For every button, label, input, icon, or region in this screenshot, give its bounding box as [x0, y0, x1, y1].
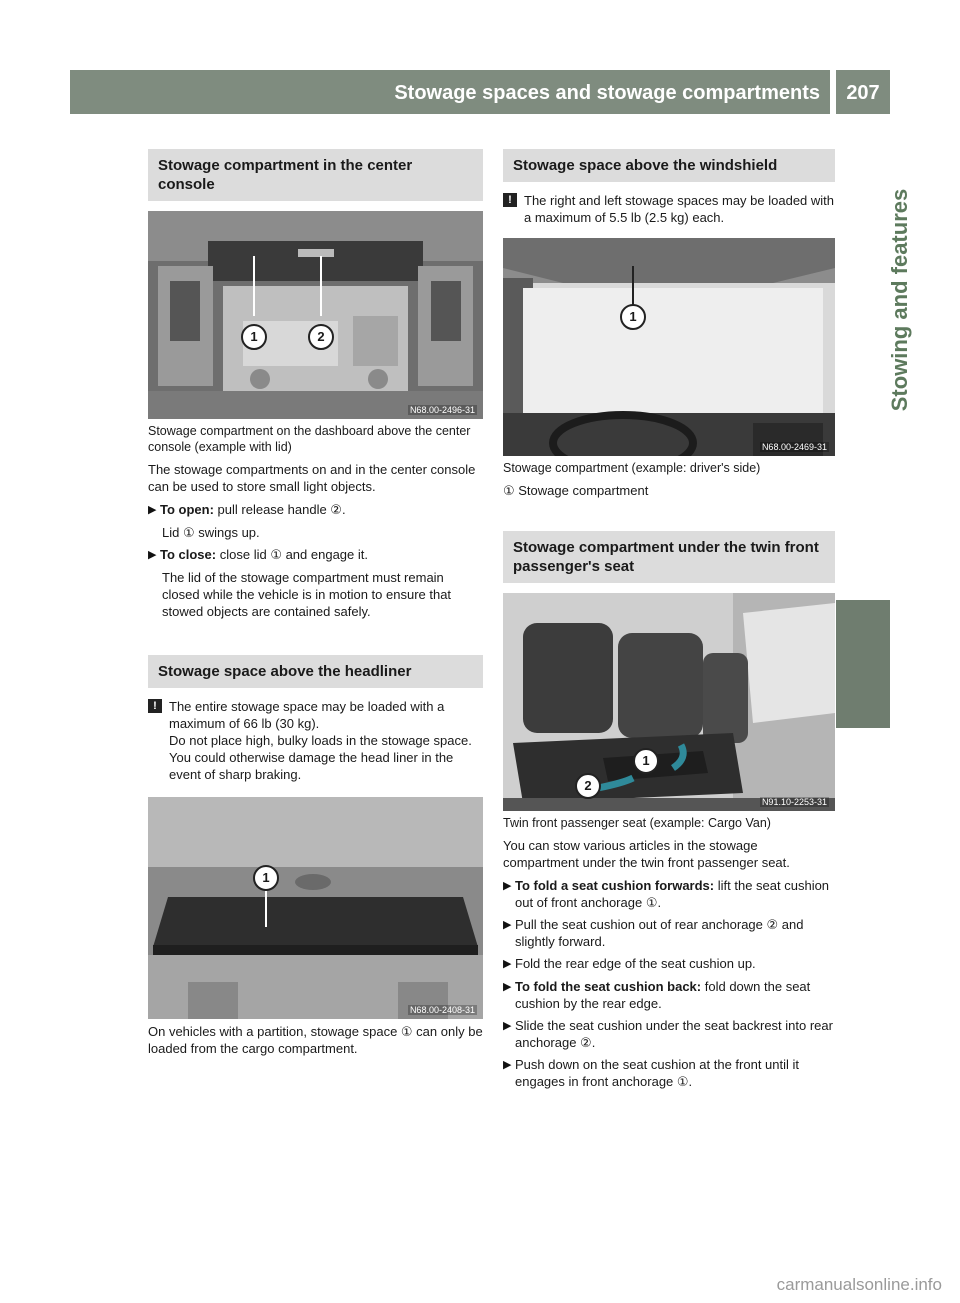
step-text: lift the seat cushion out of front anchorage ①. [515, 878, 830, 910]
step-text: pull release handle ②. [217, 502, 346, 517]
callout-2: 2 [308, 324, 334, 350]
step-text: close lid ① and engage it. [219, 547, 368, 562]
intro-paragraph: The stowage compartments on and in the center console can be used to store small light objects. [148, 462, 476, 494]
callout-line-1 [265, 889, 267, 927]
step-result: Lid ① swings up. [162, 525, 260, 540]
step-arrow-icon: ▶ [503, 919, 512, 931]
step-arrow-icon: ▶ [148, 549, 157, 561]
step-text: Slide the seat cushion under the seat backrest into rear anchorage ②. [515, 1018, 833, 1050]
step-fold-rear-edge [503, 955, 835, 973]
figure-caption: Twin front passenger seat (example: Cargo Van) [503, 816, 771, 830]
step-arrow-icon: ▶ [503, 1059, 512, 1071]
step-close [148, 546, 483, 564]
windshield-photo [503, 238, 835, 456]
figure-caption: Stowage compartment (example: driver's side) [503, 461, 761, 475]
image-id: N68.00-2496-31 [409, 405, 475, 415]
step-fold-back [503, 978, 835, 1012]
intro-paragraph: You can stow various articles in the stowage compartment under the twin front passenger seat. [503, 838, 790, 870]
right-column [503, 149, 835, 1095]
note-text: The entire stowage space may be loaded with a maximum of 66 lb (30 kg). [169, 699, 445, 731]
step-slide-cushion [503, 1017, 835, 1051]
callout-1: 1 [633, 748, 659, 774]
step-text: Push down on the seat cushion at the front until it engages in front anchorage ①. [515, 1057, 800, 1089]
warning-note [503, 192, 835, 226]
step-text: Fold the rear edge of the seat cushion up. [515, 956, 756, 971]
image-id: N91.10-2253-31 [761, 797, 827, 807]
step-arrow-icon: ▶ [503, 1020, 512, 1032]
callout-line-1 [632, 266, 634, 306]
step-text: fold down the seat cushion by the rear edge. [515, 979, 811, 1011]
step-arrow-icon: ▶ [503, 981, 512, 993]
warning-note [148, 698, 483, 783]
note-text: The right and left stowage spaces may be loaded with a maximum of 5.5 lb (2.5 kg) each. [524, 193, 835, 225]
step-fold-forward [503, 877, 835, 911]
legend-item: ① Stowage compartment [503, 483, 649, 498]
step-arrow-icon: ▶ [503, 880, 512, 892]
step-push-down [503, 1056, 835, 1090]
step-arrow-icon: ▶ [503, 958, 512, 970]
step-pull-cushion [503, 916, 835, 950]
callout-1: 1 [241, 324, 267, 350]
section-heading-twin-seat: Stowage compartment under the twin front passenger's seat [503, 531, 835, 583]
image-id: N68.00-2469-31 [761, 442, 827, 452]
figure-caption: Stowage compartment on the dashboard above the center console (example with lid) [148, 424, 471, 454]
left-column [148, 149, 483, 1063]
callout-1: 1 [620, 304, 646, 330]
warning-icon: ! [503, 193, 517, 207]
step-note: The lid of the stowage compartment must remain closed while the vehicle is in motion to ensure that stowed objects are contained safely. [162, 570, 452, 619]
callout-1: 1 [253, 865, 279, 891]
figure-caption: On vehicles with a partition, stowage space ① can only be loaded from the cargo compartment. [148, 1024, 483, 1056]
section-heading-center-console: Stowage compartment in the center console [148, 149, 483, 201]
chapter-side-tab: Stowing and features [887, 188, 912, 412]
section-heading-windshield: Stowage space above the windshield [503, 149, 835, 182]
step-label: To close: [160, 547, 217, 562]
chapter-tab-marker [836, 600, 890, 728]
warning-icon: ! [148, 699, 162, 713]
twin-seat-photo [503, 593, 835, 811]
callout-line-2 [320, 256, 322, 316]
step-label: To fold the seat cushion back: [515, 979, 702, 994]
step-label: To fold a seat cushion forwards: [515, 878, 715, 893]
note-text-2: Do not place high, bulky loads in the stowage space. You could otherwise damage the head liner in the event of sharp braking. [169, 733, 472, 782]
step-arrow-icon: ▶ [148, 504, 157, 516]
callout-line-1 [253, 256, 255, 316]
page-header-title: Stowage spaces and stowage compartments [394, 82, 820, 104]
step-label: To open: [160, 502, 214, 517]
callout-2: 2 [575, 773, 601, 799]
image-id: N68.00-2408-31 [409, 1005, 475, 1015]
headliner-photo [148, 797, 483, 1019]
page-number: 207 [846, 82, 880, 104]
step-text: Pull the seat cushion out of rear anchorage ② and slightly forward. [515, 917, 804, 949]
center-console-photo [148, 211, 483, 419]
watermark: carmanualsonline.info [776, 1275, 942, 1294]
step-open [148, 501, 483, 519]
section-heading-headliner: Stowage space above the headliner [148, 655, 483, 688]
